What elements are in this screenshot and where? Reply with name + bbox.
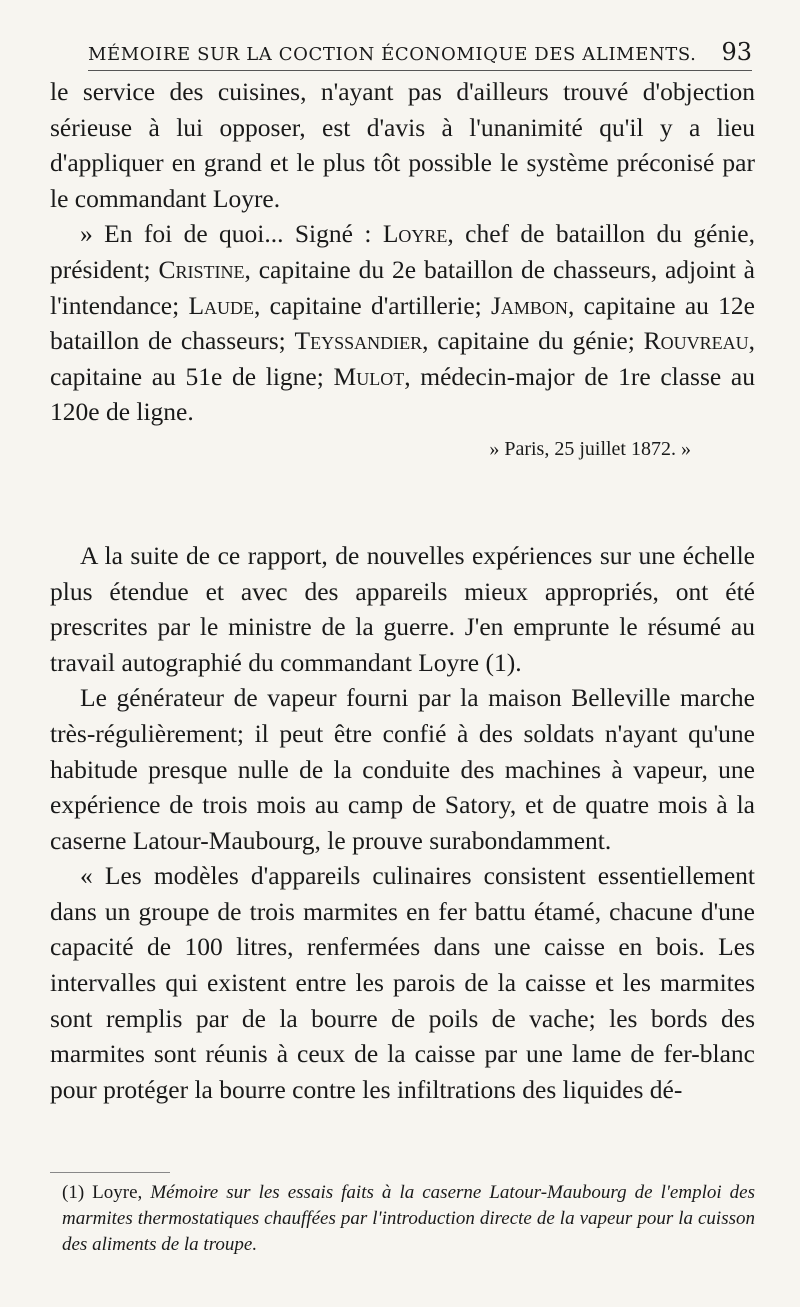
footnote-title: Mémoire sur les essais faits à la caserne Latour-Maubourg de l'emploi des marmites thermostatiques chauffées par l'introduction directe de la vapeur pour la cuisson des aliments de la troupe. [62,1182,755,1255]
page-number: 93 [721,38,752,66]
running-header [88,38,752,71]
paragraph-4: Le générateur de vapeur fourni par la maison Belleville marche très-régulièrement; il peut être confié à des soldats n'ayant qu'une habitude presque nulle de la conduite des machines à vapeur, une expérience de trois mois au camp de Satory, et de quatre mois à la caserne Latour-Maubourg, le prouve surabondamment. [50,683,755,855]
signatory-name: Teyssandier [294,326,423,356]
paragraph-5: « Les modèles d'appareils culinaires consistent essentiellement dans un groupe de trois marmites en fer battu étamé, chacune d'une capacité de 100 litres, renfermées dans une caisse en bois. Les intervalles qui existent entre les parois de la caisse et les marmites sont remplis par de la bourre de poils de vache; les bords des marmites sont réunis à ceux de la caisse par une lame de fer-blanc pour protéger la bourre contre les infiltrations des liquides dé- [50,861,755,1104]
signatory-name: Cristine [158,254,245,284]
signatory-role: , capitaine au 12e bataillon de chasseurs; [50,290,755,356]
paragraph-1: le service des cuisines, n'ayant pas d'ailleurs trouvé d'objection sérieuse à lui opposer, est d'avis à l'unanimité qu'il y a lieu d'appliquer en grand et le plus tôt possible le système préconisé par le commandant Loyre. [50,77,755,213]
paragraph-3: A la suite de ce rapport, de nouvelles expériences sur une échelle plus étendue et avec des appareils mieux appropriés, ont été prescrites par le ministre de la guerre. J'en emprunte le résumé au travail autographié du commandant Loyre (1). [50,540,755,677]
signatory-role: , capitaine du 2e bataillon de chasseurs, adjoint à l'intendance; [50,254,755,320]
signatory-role: , capitaine au 51e de ligne; [50,326,755,391]
signatory-name: Jambon [491,290,568,320]
signatory-name: Rouvreau [643,326,749,356]
signatory-role: , chef de bataillon du génie, président; [50,219,755,284]
paragraph-2-signatories [50,216,755,430]
signatory-role: , capitaine du génie; [422,326,644,356]
running-title: MÉMOIRE SUR LA COCTION ÉCONOMIQUE DES ALIMENTS. [88,44,697,65]
dateline: » Paris, 25 juillet 1872. » [489,437,691,460]
footnote-marker: (1) Loyre, [62,1182,151,1203]
signatory-name: Loyre [382,219,448,249]
signed-intro: » En foi de quoi... Signé : [80,219,383,249]
signatory-role: , capitaine d'artillerie; [254,290,491,320]
signatory-role: , médecin-major de 1re classe au 120e de ligne. [50,361,755,427]
signatory-name: Mulot [333,361,405,391]
footnote-rule [50,1172,170,1173]
body-text [50,74,755,1107]
signatory-name: Laude [188,290,255,320]
footnote [62,1180,755,1258]
